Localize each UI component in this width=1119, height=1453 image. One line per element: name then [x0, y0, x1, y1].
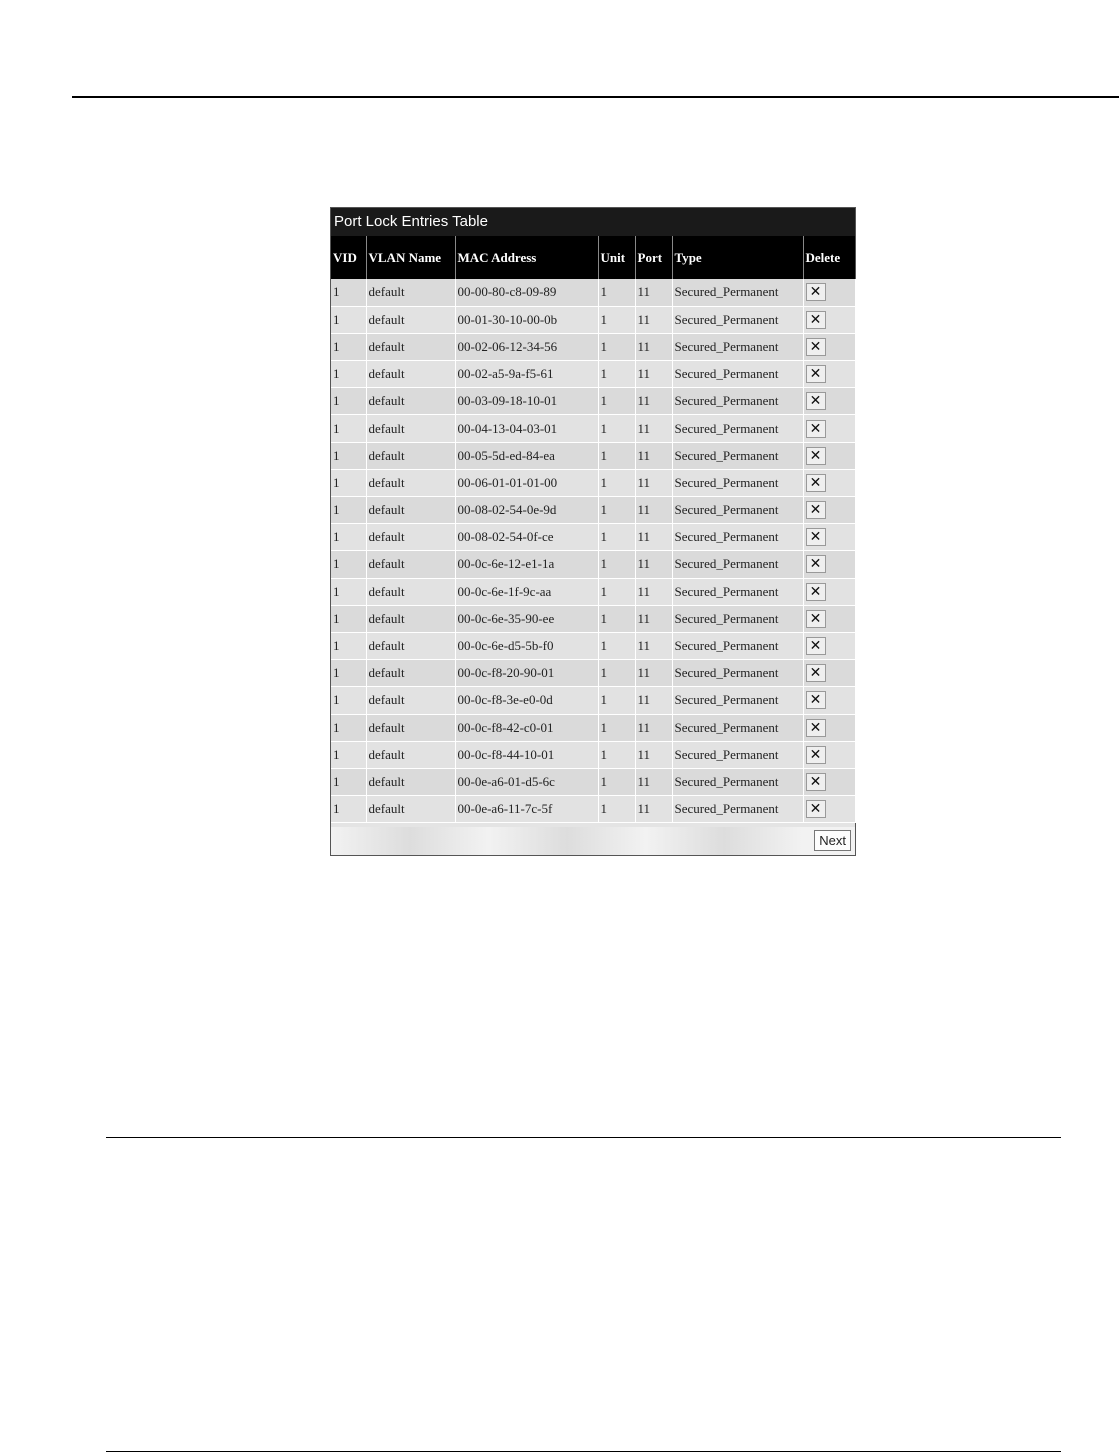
cell-unit: 1 — [598, 632, 635, 659]
cell-mac-address: 00-01-30-10-00-0b — [455, 306, 598, 333]
cell-unit: 1 — [598, 442, 635, 469]
close-icon: ✕ — [809, 665, 822, 682]
panel-title: Port Lock Entries Table — [331, 208, 855, 236]
cell-port: 11 — [635, 279, 672, 306]
cell-unit: 1 — [598, 306, 635, 333]
cell-type: Secured_Permanent — [672, 551, 803, 578]
table-row — [331, 632, 855, 659]
cell-delete — [803, 551, 855, 578]
cell-mac-address: 00-08-02-54-0e-9d — [455, 497, 598, 524]
delete-entry-button[interactable] — [806, 528, 826, 546]
cell-vid: 1 — [331, 279, 366, 306]
cell-delete — [803, 497, 855, 524]
cell-unit: 1 — [598, 361, 635, 388]
delete-entry-button[interactable] — [806, 773, 826, 791]
cell-mac-address: 00-0c-f8-20-90-01 — [455, 660, 598, 687]
cell-vid: 1 — [331, 796, 366, 823]
cell-delete — [803, 279, 855, 306]
cell-port: 11 — [635, 578, 672, 605]
column-header-vid: VID — [331, 236, 366, 279]
cell-vid: 1 — [331, 442, 366, 469]
cell-port: 11 — [635, 442, 672, 469]
table-footer — [331, 827, 855, 855]
cell-unit: 1 — [598, 279, 635, 306]
close-icon: ✕ — [809, 529, 822, 546]
cell-vid: 1 — [331, 333, 366, 360]
cell-vlan-name: default — [366, 741, 455, 768]
page-bottom-rule — [106, 1451, 1061, 1452]
table-row — [331, 442, 855, 469]
cell-mac-address: 00-0c-6e-35-90-ee — [455, 605, 598, 632]
cell-unit: 1 — [598, 497, 635, 524]
cell-type: Secured_Permanent — [672, 768, 803, 795]
cell-type: Secured_Permanent — [672, 388, 803, 415]
cell-vid: 1 — [331, 660, 366, 687]
table-row — [331, 415, 855, 442]
column-header-mac-address: MAC Address — [455, 236, 598, 279]
cell-port: 11 — [635, 605, 672, 632]
cell-type: Secured_Permanent — [672, 306, 803, 333]
table-header-row — [331, 236, 855, 279]
cell-delete — [803, 768, 855, 795]
cell-mac-address: 00-0e-a6-01-d5-6c — [455, 768, 598, 795]
cell-vlan-name: default — [366, 796, 455, 823]
cell-type: Secured_Permanent — [672, 687, 803, 714]
delete-entry-button[interactable] — [806, 637, 826, 655]
cell-mac-address: 00-04-13-04-03-01 — [455, 415, 598, 442]
close-icon: ✕ — [809, 773, 822, 790]
cell-delete — [803, 361, 855, 388]
cell-unit: 1 — [598, 714, 635, 741]
cell-port: 11 — [635, 361, 672, 388]
delete-entry-button[interactable] — [806, 311, 826, 329]
cell-unit: 1 — [598, 415, 635, 442]
close-icon: ✕ — [809, 420, 822, 437]
cell-vlan-name: default — [366, 768, 455, 795]
table-row — [331, 768, 855, 795]
delete-entry-button[interactable] — [806, 338, 826, 356]
cell-type: Secured_Permanent — [672, 279, 803, 306]
cell-port: 11 — [635, 333, 672, 360]
cell-type: Secured_Permanent — [672, 578, 803, 605]
cell-vlan-name: default — [366, 660, 455, 687]
cell-vid: 1 — [331, 578, 366, 605]
cell-vlan-name: default — [366, 605, 455, 632]
close-icon: ✕ — [809, 447, 822, 464]
close-icon: ✕ — [809, 556, 822, 573]
close-icon: ✕ — [809, 719, 822, 736]
cell-vid: 1 — [331, 524, 366, 551]
cell-unit: 1 — [598, 796, 635, 823]
cell-type: Secured_Permanent — [672, 469, 803, 496]
cell-delete — [803, 333, 855, 360]
cell-unit: 1 — [598, 333, 635, 360]
close-icon: ✕ — [809, 393, 822, 410]
cell-unit: 1 — [598, 578, 635, 605]
column-header-delete: Delete — [803, 236, 855, 279]
delete-entry-button[interactable] — [806, 392, 826, 410]
column-header-unit: Unit — [598, 236, 635, 279]
cell-type: Secured_Permanent — [672, 442, 803, 469]
table-row — [331, 741, 855, 768]
cell-type: Secured_Permanent — [672, 714, 803, 741]
cell-unit: 1 — [598, 469, 635, 496]
cell-vid: 1 — [331, 361, 366, 388]
table-row — [331, 388, 855, 415]
cell-delete — [803, 442, 855, 469]
cell-type: Secured_Permanent — [672, 415, 803, 442]
cell-delete — [803, 660, 855, 687]
table-row — [331, 551, 855, 578]
cell-mac-address: 00-02-a5-9a-f5-61 — [455, 361, 598, 388]
cell-type: Secured_Permanent — [672, 333, 803, 360]
cell-vlan-name: default — [366, 551, 455, 578]
page-top-rule — [72, 96, 1119, 98]
cell-vid: 1 — [331, 741, 366, 768]
close-icon: ✕ — [809, 638, 822, 655]
cell-port: 11 — [635, 469, 672, 496]
table-row — [331, 361, 855, 388]
delete-entry-button[interactable] — [806, 664, 826, 682]
table-row — [331, 306, 855, 333]
delete-entry-button[interactable] — [806, 610, 826, 628]
delete-entry-button[interactable] — [806, 447, 826, 465]
delete-entry-button[interactable] — [806, 555, 826, 573]
cell-delete — [803, 605, 855, 632]
table-row — [331, 714, 855, 741]
cell-port: 11 — [635, 551, 672, 578]
cell-mac-address: 00-08-02-54-0f-ce — [455, 524, 598, 551]
cell-port: 11 — [635, 796, 672, 823]
table-row — [331, 660, 855, 687]
cell-vlan-name: default — [366, 497, 455, 524]
cell-port: 11 — [635, 388, 672, 415]
delete-entry-button[interactable] — [806, 420, 826, 438]
next-button[interactable]: Next — [814, 830, 851, 851]
delete-entry-button[interactable] — [806, 746, 826, 764]
cell-mac-address: 00-0c-6e-d5-5b-f0 — [455, 632, 598, 659]
cell-type: Secured_Permanent — [672, 741, 803, 768]
cell-unit: 1 — [598, 605, 635, 632]
cell-unit: 1 — [598, 524, 635, 551]
cell-mac-address: 00-0c-f8-44-10-01 — [455, 741, 598, 768]
port-lock-entries-table — [331, 236, 856, 823]
close-icon: ✕ — [809, 338, 822, 355]
cell-delete — [803, 415, 855, 442]
cell-unit: 1 — [598, 551, 635, 578]
cell-port: 11 — [635, 306, 672, 333]
close-icon: ✕ — [809, 692, 822, 709]
cell-port: 11 — [635, 632, 672, 659]
delete-entry-button[interactable] — [806, 365, 826, 383]
cell-type: Secured_Permanent — [672, 497, 803, 524]
cell-type: Secured_Permanent — [672, 361, 803, 388]
cell-delete — [803, 306, 855, 333]
cell-delete — [803, 687, 855, 714]
cell-vlan-name: default — [366, 415, 455, 442]
table-row — [331, 578, 855, 605]
table-row — [331, 605, 855, 632]
cell-delete — [803, 796, 855, 823]
cell-unit: 1 — [598, 660, 635, 687]
table-body — [331, 279, 855, 823]
column-header-port: Port — [635, 236, 672, 279]
table-row — [331, 524, 855, 551]
delete-entry-button[interactable] — [806, 501, 826, 519]
cell-vlan-name: default — [366, 279, 455, 306]
table-row — [331, 279, 855, 306]
cell-delete — [803, 388, 855, 415]
close-icon: ✕ — [809, 746, 822, 763]
cell-vlan-name: default — [366, 687, 455, 714]
cell-delete — [803, 741, 855, 768]
cell-mac-address: 00-0c-f8-42-c0-01 — [455, 714, 598, 741]
cell-vlan-name: default — [366, 714, 455, 741]
cell-vid: 1 — [331, 632, 366, 659]
table-row — [331, 469, 855, 496]
table-row — [331, 687, 855, 714]
cell-vlan-name: default — [366, 578, 455, 605]
cell-mac-address: 00-03-09-18-10-01 — [455, 388, 598, 415]
cell-type: Secured_Permanent — [672, 632, 803, 659]
cell-delete — [803, 578, 855, 605]
cell-unit: 1 — [598, 687, 635, 714]
cell-unit: 1 — [598, 741, 635, 768]
table-row — [331, 796, 855, 823]
cell-vid: 1 — [331, 714, 366, 741]
cell-delete — [803, 632, 855, 659]
cell-mac-address: 00-00-80-c8-09-89 — [455, 279, 598, 306]
delete-entry-button[interactable] — [806, 691, 826, 709]
close-icon: ✕ — [809, 610, 822, 627]
table-row — [331, 497, 855, 524]
cell-vid: 1 — [331, 687, 366, 714]
cell-delete — [803, 469, 855, 496]
close-icon: ✕ — [809, 502, 822, 519]
cell-port: 11 — [635, 714, 672, 741]
cell-vlan-name: default — [366, 524, 455, 551]
cell-vlan-name: default — [366, 632, 455, 659]
cell-mac-address: 00-0c-6e-12-e1-1a — [455, 551, 598, 578]
cell-port: 11 — [635, 660, 672, 687]
table-row — [331, 333, 855, 360]
cell-unit: 1 — [598, 388, 635, 415]
cell-vlan-name: default — [366, 442, 455, 469]
delete-entry-button[interactable] — [806, 800, 826, 818]
cell-vid: 1 — [331, 768, 366, 795]
cell-type: Secured_Permanent — [672, 524, 803, 551]
cell-vlan-name: default — [366, 361, 455, 388]
cell-mac-address: 00-0e-a6-11-7c-5f — [455, 796, 598, 823]
delete-entry-button[interactable] — [806, 474, 826, 492]
cell-vlan-name: default — [366, 469, 455, 496]
cell-vid: 1 — [331, 497, 366, 524]
cell-mac-address: 00-05-5d-ed-84-ea — [455, 442, 598, 469]
cell-port: 11 — [635, 497, 672, 524]
close-icon: ✕ — [809, 583, 822, 600]
cell-type: Secured_Permanent — [672, 605, 803, 632]
section-divider — [106, 1137, 1061, 1138]
cell-port: 11 — [635, 768, 672, 795]
cell-vlan-name: default — [366, 333, 455, 360]
close-icon: ✕ — [809, 284, 822, 301]
cell-mac-address: 00-06-01-01-01-00 — [455, 469, 598, 496]
cell-port: 11 — [635, 741, 672, 768]
close-icon: ✕ — [809, 311, 822, 328]
close-icon: ✕ — [809, 474, 822, 491]
delete-entry-button[interactable] — [806, 583, 826, 601]
port-lock-entries-panel — [330, 207, 856, 856]
cell-vlan-name: default — [366, 388, 455, 415]
delete-entry-button[interactable] — [806, 719, 826, 737]
cell-vid: 1 — [331, 605, 366, 632]
cell-vid: 1 — [331, 415, 366, 442]
cell-unit: 1 — [598, 768, 635, 795]
cell-delete — [803, 524, 855, 551]
cell-mac-address: 00-02-06-12-34-56 — [455, 333, 598, 360]
cell-vid: 1 — [331, 551, 366, 578]
cell-vid: 1 — [331, 388, 366, 415]
close-icon: ✕ — [809, 366, 822, 383]
column-header-vlan-name: VLAN Name — [366, 236, 455, 279]
column-header-type: Type — [672, 236, 803, 279]
cell-mac-address: 00-0c-6e-1f-9c-aa — [455, 578, 598, 605]
cell-type: Secured_Permanent — [672, 796, 803, 823]
cell-delete — [803, 714, 855, 741]
cell-vid: 1 — [331, 469, 366, 496]
cell-mac-address: 00-0c-f8-3e-e0-0d — [455, 687, 598, 714]
cell-port: 11 — [635, 687, 672, 714]
cell-port: 11 — [635, 415, 672, 442]
cell-type: Secured_Permanent — [672, 660, 803, 687]
cell-vid: 1 — [331, 306, 366, 333]
delete-entry-button[interactable] — [806, 283, 826, 301]
cell-vlan-name: default — [366, 306, 455, 333]
close-icon: ✕ — [809, 801, 822, 818]
cell-port: 11 — [635, 524, 672, 551]
